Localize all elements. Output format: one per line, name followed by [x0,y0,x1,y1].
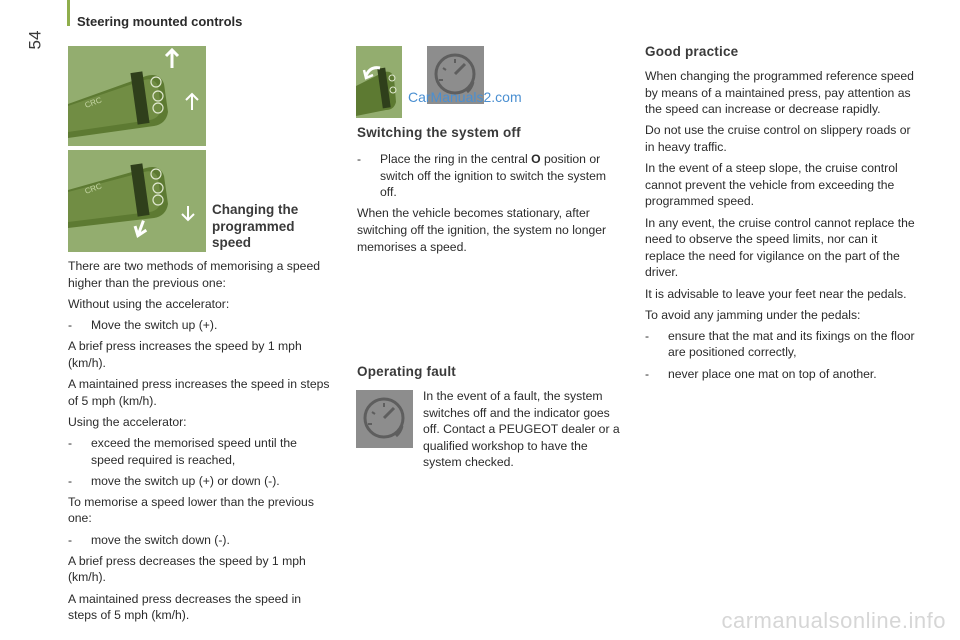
footer-watermark: carmanualsonline.info [721,608,946,633]
good-practice-heading: Good practice [645,44,739,59]
changing-speed-heading: Changing the programmed speed [212,202,299,250]
left-paragraph: To memorise a speed lower than the previous one: [68,494,314,526]
left-list-item: - move the switch down (-). [68,532,330,549]
right-paragraph: In the event of a steep slope, the cruise control cannot prevent the vehicle from exceeding the programmed speed. [645,161,898,209]
switching-off-heading: Switching the system off [357,125,521,140]
stalk-down-arrow-icon [68,150,206,252]
right-paragraph: To avoid any jamming under the pedals: [645,307,861,322]
left-paragraph: Without using the accelerator: [68,296,230,311]
left-list-item: - move the switch up (+) or down (-). [68,473,330,490]
left-list-item: - exceed the memorised speed until the speed required is reached, [68,435,330,468]
svg-text:CRC: CRC [83,95,103,110]
section-accent-bar [67,0,70,26]
left-paragraph: A maintained press decreases the speed in steps of 5 mph (km/h). [68,591,302,623]
switch-off-list-item: - Place the ring in the central O position or switch off the ignition to switch the system off. [357,151,622,201]
stalk-ring-icon [356,46,402,118]
switch-off-paragraph: When the vehicle becomes stationary, after switching off the ignition, the system no longer memorises a speed. [357,206,607,254]
left-paragraph: A brief press decreases the speed by 1 mph (km/h). [68,553,306,585]
fault-paragraph: In the event of a fault, the system switches off and the indicator goes off. Contact a PEUGEOT dealer or a qualified workshop to have the system checked. [423,389,620,470]
right-paragraph: Do not use the cruise control on slippery roads or in heavy traffic. [645,123,911,154]
left-column-text [68,258,330,628]
right-paragraph: It is advisable to leave your feet near the pedals. [645,286,907,301]
page-number: 54 [25,30,45,50]
section-title: Steering mounted controls [77,14,243,29]
cruise-control-indicator-icon [356,390,413,448]
left-paragraph: There are two methods of memorising a speed higher than the previous one: [68,259,320,290]
left-paragraph: A maintained press increases the speed in steps of 5 mph (km/h). [68,376,330,408]
right-paragraph: When changing the programmed reference speed by means of a maintained press, pay attention as the speed can increase or decrease rapidly. [645,69,914,117]
operating-fault-text [423,388,628,476]
left-paragraph: A brief press increases the speed by 1 mph (km/h). [68,339,302,370]
right-paragraph: In any event, the cruise control cannot replace the need to observe the speed limits, nor can it replace the need for vigilance on the part of the driver. [645,215,915,280]
switching-off-text [357,151,622,260]
left-paragraph: Using the accelerator: [68,414,187,429]
right-list-item: - never place one mat on top of another. [645,366,920,383]
operating-fault-heading: Operating fault [357,364,457,379]
svg-text:CRC: CRC [83,181,103,196]
right-list-item: - ensure that the mat and its fixings on the floor are positioned correctly, [645,328,920,361]
inline-watermark: CarManuals2.com [408,89,522,105]
left-list-item: - Move the switch up (+). [68,317,330,334]
stalk-up-arrow-icon [68,46,206,146]
good-practice-text [645,68,920,387]
